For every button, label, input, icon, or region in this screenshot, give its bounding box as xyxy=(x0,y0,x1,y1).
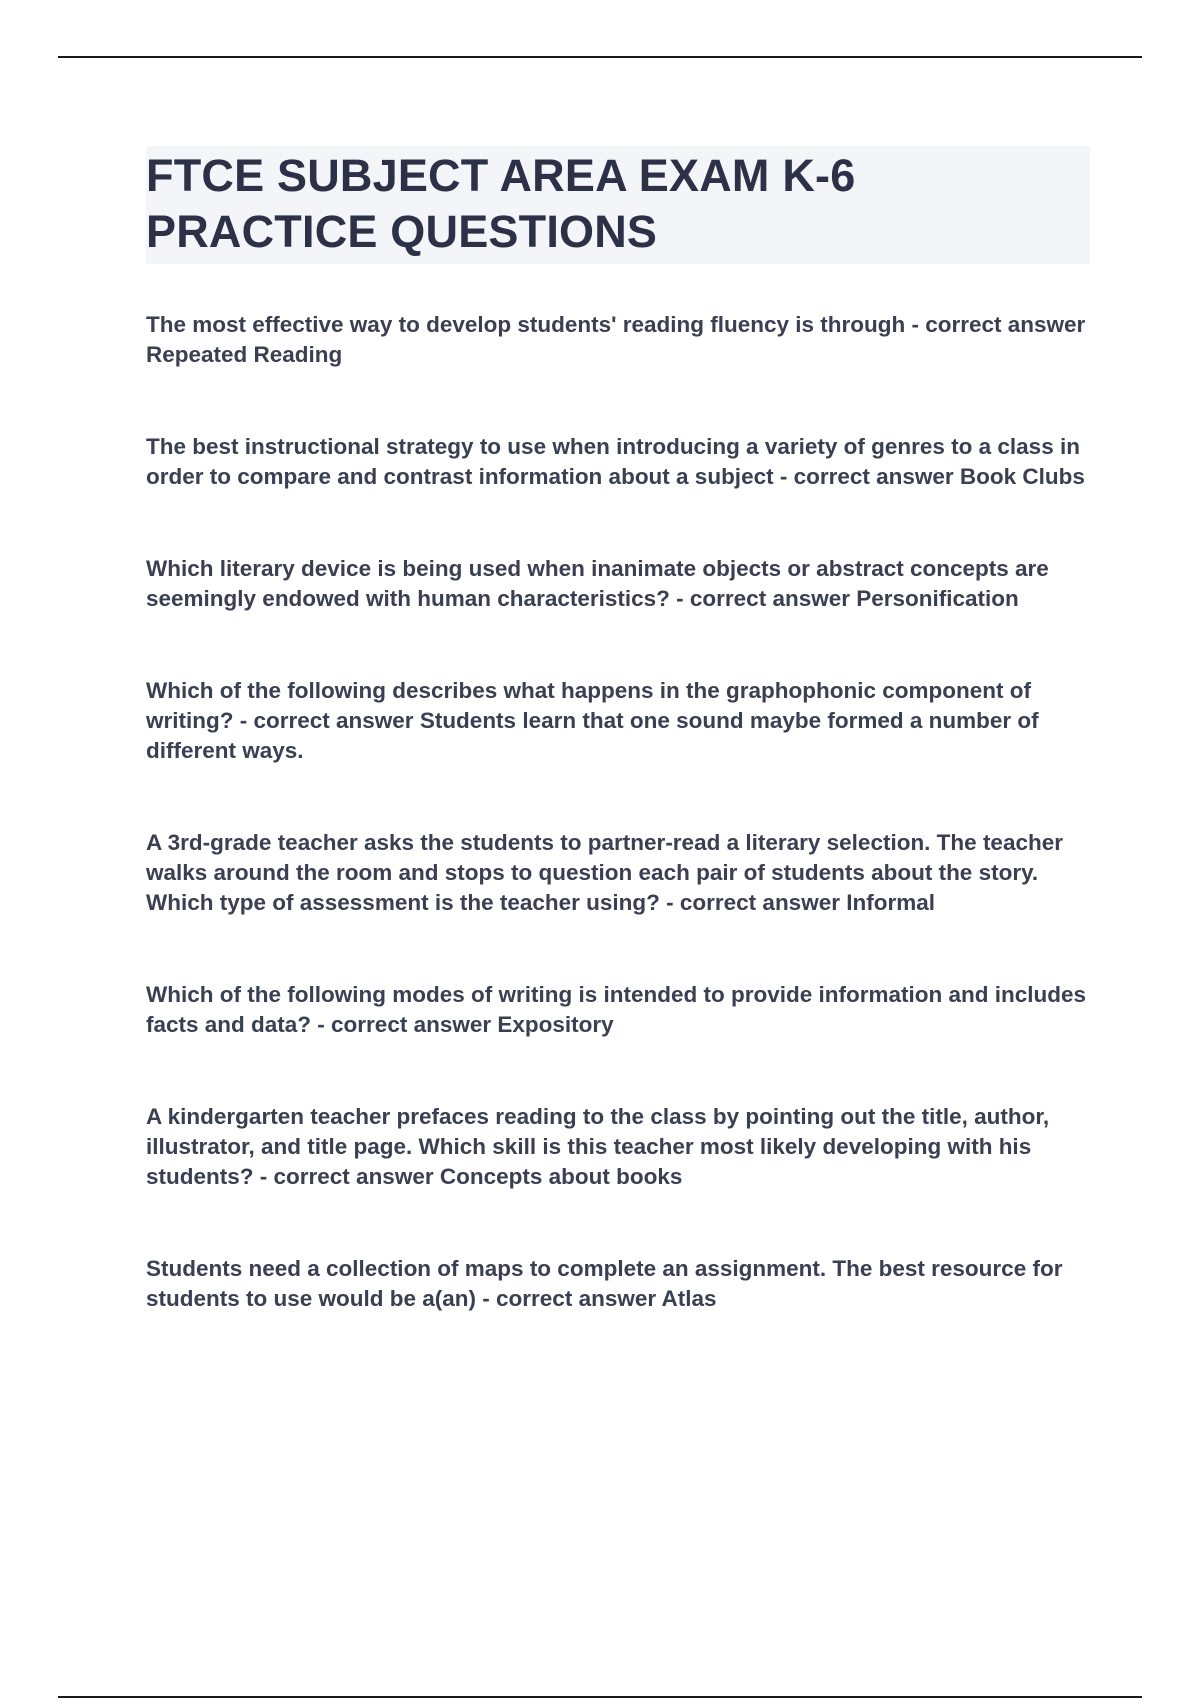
bottom-rule xyxy=(58,1696,1142,1698)
qa-item-3 xyxy=(146,554,1090,614)
answer-separator: - correct answer xyxy=(773,464,960,489)
answer-text: Expository xyxy=(497,1012,614,1037)
answer-text: Atlas xyxy=(661,1286,717,1311)
qa-item-1 xyxy=(146,310,1090,370)
page-title xyxy=(146,148,1090,260)
answer-text: Concepts about books xyxy=(439,1164,683,1189)
answer-text: Book Clubs xyxy=(959,464,1085,489)
answer-separator: - correct answer xyxy=(233,708,420,733)
top-rule xyxy=(58,56,1142,58)
qa-item-6 xyxy=(146,980,1090,1040)
title-line-2: PRACTICE QUESTIONS xyxy=(146,206,658,257)
answer-separator: - correct answer xyxy=(669,586,857,611)
question-text: Which of the following modes of writing is intended to provide information and includes facts and data? xyxy=(146,982,1086,1037)
answer-text: Informal xyxy=(846,890,935,915)
qa-item-5 xyxy=(146,828,1090,918)
qa-item-7 xyxy=(146,1102,1090,1192)
question-text: A 3rd-grade teacher asks the students to partner-read a literary selection. The teacher walks around the room and stops to question each pair of students about the story. Which type of assessment is the teacher using? xyxy=(146,830,1063,915)
question-text: The best instructional strategy to use when introducing a variety of genres to a class in order to compare and contrast information about a subject xyxy=(146,434,1080,489)
answer-separator: - correct answer xyxy=(905,312,1086,337)
qa-item-4 xyxy=(146,676,1090,766)
title-line-1: FTCE SUBJECT AREA EXAM K-6 xyxy=(146,150,856,201)
qa-item-2 xyxy=(146,432,1090,492)
document-body xyxy=(146,146,1090,1314)
answer-separator: - correct answer xyxy=(253,1164,440,1189)
qa-item-8 xyxy=(146,1254,1090,1314)
answer-text: Students learn that one sound maybe formed a number of different ways. xyxy=(146,708,1039,763)
answer-separator: - correct answer xyxy=(311,1012,498,1037)
answer-text: Personification xyxy=(856,586,1019,611)
question-text: Which literary device is being used when inanimate objects or abstract concepts are seemingly endowed with human characteristics? xyxy=(146,556,1049,611)
title-block xyxy=(146,146,1090,264)
answer-text: Repeated Reading xyxy=(146,342,343,367)
answer-separator: - correct answer xyxy=(476,1286,662,1311)
answer-separator: - correct answer xyxy=(659,890,847,915)
question-text: A kindergarten teacher prefaces reading to the class by pointing out the title, author, illustrator, and title page. Which skill is this teacher most likely developing with his students? xyxy=(146,1104,1050,1189)
question-text: Which of the following describes what happens in the graphophonic component of writing? xyxy=(146,678,1032,733)
question-text: The most effective way to develop students' reading fluency is through xyxy=(146,312,906,337)
question-text: Students need a collection of maps to complete an assignment. The best resource for students to use would be a(an) xyxy=(146,1256,1063,1311)
